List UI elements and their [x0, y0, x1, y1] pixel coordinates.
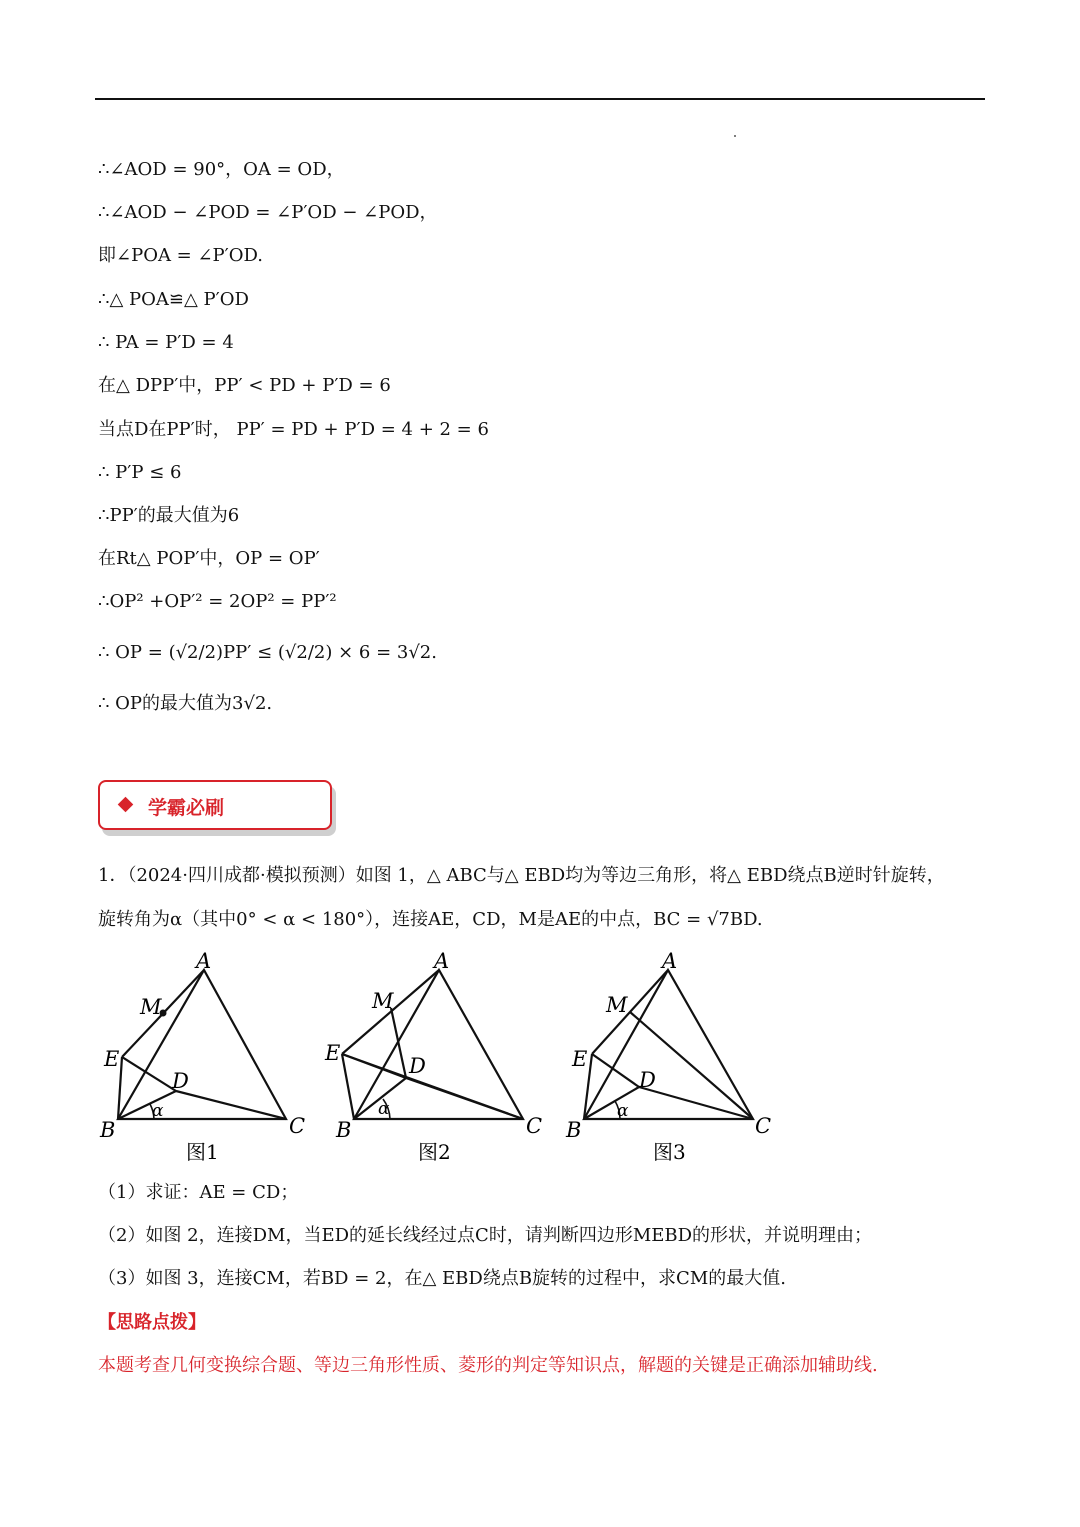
figures-svg — [98, 944, 818, 1174]
fig1-label-d: D — [172, 1069, 189, 1093]
solution-line-4: ∴△ POA≌△ P′OD — [98, 289, 249, 310]
fig1-caption: 图1 — [186, 1140, 219, 1164]
fig1-label-a: A — [196, 949, 212, 973]
fig3-label-c: C — [755, 1114, 772, 1138]
fig3-label-b: B — [566, 1118, 582, 1142]
fig2-label-b: B — [336, 1118, 352, 1142]
figure-2-lines — [342, 970, 523, 1119]
solution-line-8: ∴ P′P ≤ 6 — [98, 462, 182, 483]
header-rule — [95, 98, 985, 100]
solution-line-13: ∴ OP的最大值为3√2. — [98, 693, 273, 714]
solution-line-11: ∴OP² +OP′² = 2OP² = PP′² — [98, 591, 337, 612]
solution-line-12: ∴ OP = (√2/2)PP′ ≤ (√2/2) × 6 = 3√2. — [98, 642, 437, 663]
question-3: （3）如图 3，连接CM，若BD = 2，在△ EBD绕点B旋转的过程中，求CM的最大值. — [98, 1268, 786, 1289]
fig3-label-alpha: α — [617, 1101, 629, 1121]
fig1-label-e: E — [104, 1047, 120, 1071]
fig2-label-d: D — [409, 1054, 426, 1078]
fig2-label-alpha: α — [378, 1099, 390, 1119]
solution-line-6: 在△ DPP′中，PP′ < PD + P′D = 6 — [98, 375, 391, 396]
solution-line-2: ∴∠AOD − ∠POD = ∠P′OD − ∠POD， — [98, 202, 438, 223]
fig2-label-a: A — [434, 949, 450, 973]
fig2-label-e: E — [325, 1041, 341, 1065]
problem-line-1: 1．（2024·四川成都·模拟预测）如图 1，△ ABC与△ EBD均为等边三角形，将△ EBD绕点B逆时针旋转， — [98, 865, 945, 886]
figures — [98, 944, 818, 1174]
fig1-label-b: B — [100, 1118, 116, 1142]
fig1-label-alpha: α — [152, 1101, 164, 1121]
figure-1-labels — [99, 949, 305, 1164]
problem-line-2: 旋转角为α（其中0° < α < 180°），连接AE，CD，M是AE的中点，BC = √7BD. — [98, 909, 763, 930]
fig2-label-c: C — [526, 1114, 543, 1138]
diamond-icon — [118, 797, 134, 813]
fig2-label-m: M — [372, 989, 394, 1013]
section-badge — [98, 780, 332, 830]
fig3-label-e: E — [572, 1047, 588, 1071]
section-badge-label: 学霸必刷 — [148, 797, 225, 819]
figure-1-lines — [118, 970, 286, 1119]
fig3-label-d: D — [639, 1068, 656, 1092]
fig3-label-a: A — [662, 949, 678, 973]
solution-line-7: 当点D在PP′时， PP′ = PD + P′D = 4 + 2 = 6 — [98, 419, 489, 440]
fig1-label-m: M — [140, 995, 162, 1019]
stray-dot — [734, 135, 736, 137]
hint-title: 【思路点拨】 — [98, 1312, 206, 1333]
hint-text: 本题考查几何变换综合题、等边三角形性质、菱形的判定等知识点，解题的关键是正确添加辅助线. — [98, 1355, 878, 1376]
fig1-label-c: C — [289, 1114, 306, 1138]
question-2: （2）如图 2，连接DM，当ED的延长线经过点C时，请判断四边形MEBD的形状，并说明理由； — [98, 1225, 873, 1246]
solution-line-5: ∴ PA = P′D = 4 — [98, 332, 234, 353]
solution-line-1: ∴∠AOD = 90°，OA = OD， — [98, 159, 345, 180]
fig2-caption: 图2 — [418, 1140, 451, 1164]
solution-line-10: 在Rt△ POP′中，OP = OP′ — [98, 548, 320, 569]
solution-line-9: ∴PP′的最大值为6 — [98, 505, 240, 526]
fig3-label-m: M — [606, 993, 628, 1017]
question-1: （1）求证：AE = CD； — [98, 1182, 299, 1203]
fig3-caption: 图3 — [653, 1140, 686, 1164]
solution-line-3: 即∠POA = ∠P′OD. — [98, 245, 264, 266]
